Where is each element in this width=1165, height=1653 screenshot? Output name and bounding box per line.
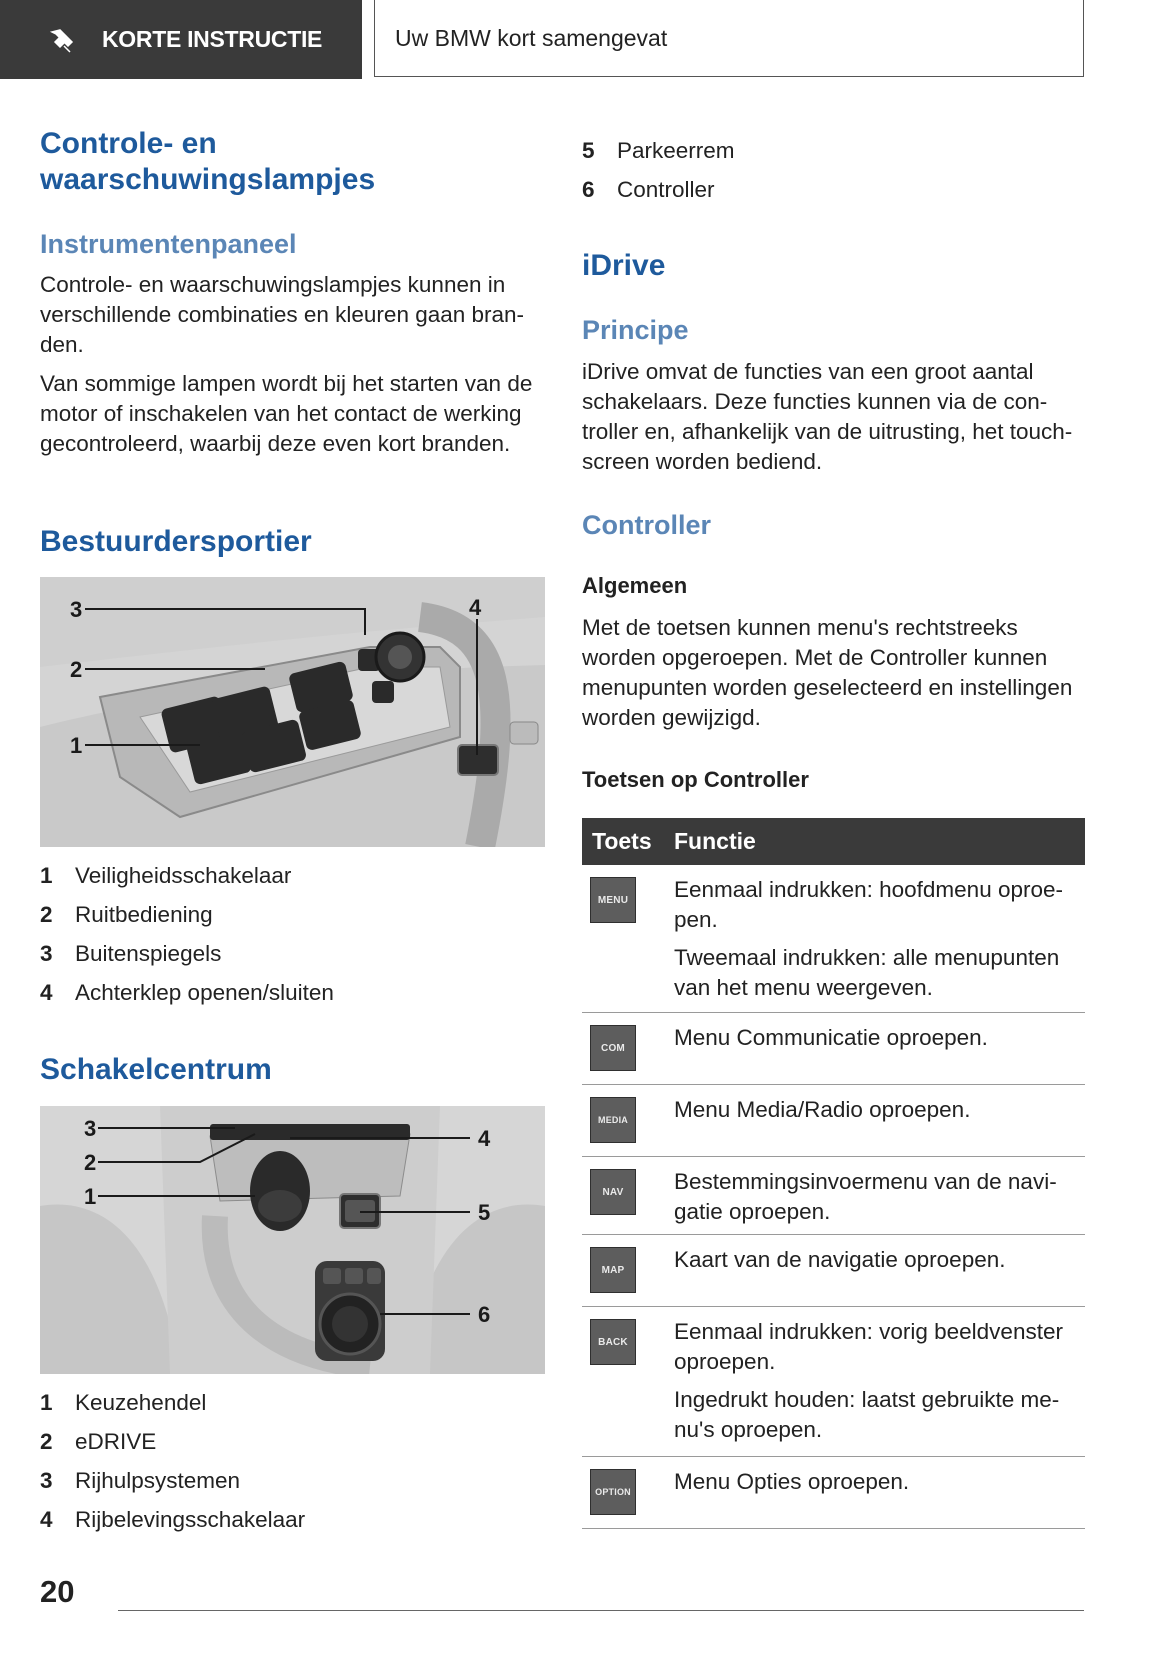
subsection-title-principe: Principe [582,315,689,345]
item-number: 4 [40,980,53,1005]
center-callout-3: 3 [84,1116,97,1141]
list-item [40,934,540,973]
list-item [582,170,1082,209]
item-label: Veiligheidsschakelaar [75,863,292,888]
center-callout-4: 4 [478,1126,491,1151]
back-key-icon: BACK [590,1319,636,1365]
table-row [582,1013,1085,1085]
function-line: Eenmaal indrukken: vorig beeldvenster oproepen. [674,1319,1063,1374]
item-label: Rijbelevingsschakelaar [75,1507,306,1532]
function-cell [674,1095,1079,1133]
instrument-paragraph-2: Van sommige lampen wordt bij het starten van de motor of inschakelen van het contact de werking gecontroleerd, waarbij deze even kort branden. [40,371,533,456]
instrument-paragraph-1: Controle- en waarschuwingslampjes kunnen in verschillende combinaties en kleuren gaan branden. [40,272,525,357]
function-cell [674,1467,1079,1505]
center-console-figure [40,1106,545,1374]
column-header-key: Toets [592,828,652,854]
function-line: Kaart van de navigatie oproepen. [674,1247,1006,1272]
driver-door-legend [40,856,540,1012]
table-row [582,1457,1085,1529]
center-callout-5: 5 [478,1200,491,1225]
function-cell [674,1167,1079,1235]
list-item [40,856,540,895]
item-label: Keuzehendel [75,1390,207,1415]
item-label: eDRIVE [75,1429,157,1454]
item-number: 4 [40,1507,53,1532]
item-number: 1 [40,1390,53,1415]
function-cell [674,1245,1079,1283]
subtitle-text: Uw BMW kort samengevat [395,24,668,51]
footer-divider [118,1610,1084,1611]
com-key-icon: COM [590,1025,636,1071]
menu-key-icon: MENU [590,877,636,923]
item-number: 3 [40,1468,53,1493]
subsection-title-instrument-panel: Instrumentenpaneel [40,229,297,259]
heading-toetsen: Toetsen op Controller [582,767,809,792]
function-line: Menu Media/Radio oproepen. [674,1097,971,1122]
section-tab-label: KORTE INSTRUCTIE [102,26,323,52]
door-callout-2: 2 [70,657,83,682]
function-line: Tweemaal indrukken: alle menupunten van het menu weergeven. [674,945,1060,1000]
function-line: Eenmaal indrukken: hoofdmenu oproepen. [674,877,1064,932]
item-label: Buitenspiegels [75,941,222,966]
item-label: Controller [617,177,715,202]
page-number: 20 [40,1574,75,1609]
door-callout-4: 4 [469,595,482,620]
function-line: Menu Opties oproepen. [674,1469,910,1494]
table-row [582,865,1085,1013]
item-number: 5 [582,138,595,163]
function-line: Ingedrukt houden: laatst gebruikte menu's oproepen. [674,1387,1060,1442]
pin-icon [46,24,78,56]
driver-door-figure [40,577,545,847]
page-subtitle [374,0,1084,77]
list-item [40,1383,540,1422]
nav-key-icon: NAV [590,1169,636,1215]
section-tab [0,0,362,79]
item-label: Achterklep openen/sluiten [75,980,334,1005]
function-cell [674,1317,1079,1453]
item-label: Rijhulpsystemen [75,1468,241,1493]
function-line: Menu Communicatie oproepen. [674,1025,988,1050]
center-callout-6: 6 [478,1302,491,1327]
table-row [582,1235,1085,1307]
column-header-function: Functie [674,828,756,854]
media-key-icon: MEDIA [590,1097,636,1143]
section-title-center-console: Schakelcentrum [40,1053,272,1086]
center-callout-2: 2 [84,1150,97,1175]
principe-paragraph: iDrive omvat de functies van een groot aantal schakelaars. Deze functies kunnen via de controller en, afhankelijk van de uitrusting, het touchscreen worden bediend. [582,359,1073,474]
function-line: Bestemmingsinvoermenu van de navigatie oproepen. [674,1169,1057,1224]
item-number: 6 [582,177,595,202]
list-item [582,131,1082,170]
table-row [582,1157,1085,1235]
item-number: 1 [40,863,53,888]
algemeen-paragraph: Met de toetsen kunnen menu's rechtstreeks worden opgeroepen. Met de Controller kunnen menupunten worden geselecteerd en instellingen worden gewijzigd. [582,615,1073,730]
item-number: 2 [40,902,53,927]
door-callout-1: 1 [70,733,83,758]
item-label: Parkeerrem [617,138,735,163]
table-header [582,818,1085,865]
item-number: 3 [40,941,53,966]
item-number: 2 [40,1429,53,1454]
center-callout-1: 1 [84,1184,97,1209]
item-label: Ruitbediening [75,902,213,927]
center-console-legend [40,1383,540,1539]
function-cell [674,875,1079,1011]
list-item [40,1461,540,1500]
list-item [40,1422,540,1461]
option-key-icon: OPTION [590,1469,636,1515]
section-title-driver-door: Bestuurdersportier [40,525,312,558]
table-row [582,1085,1085,1157]
section-title-warning-lamps: Controle- en waarschuwingslampjes [40,127,376,196]
subsection-title-controller: Controller [582,510,712,540]
center-console-legend-cont [582,131,1082,209]
function-cell [674,1023,1079,1061]
heading-algemeen: Algemeen [582,573,688,598]
door-callout-3: 3 [70,597,83,622]
table-row [582,1307,1085,1457]
list-item [40,1500,540,1539]
list-item [40,895,540,934]
section-title-idrive: iDrive [582,249,666,282]
map-key-icon: MAP [590,1247,636,1293]
list-item [40,973,540,1012]
